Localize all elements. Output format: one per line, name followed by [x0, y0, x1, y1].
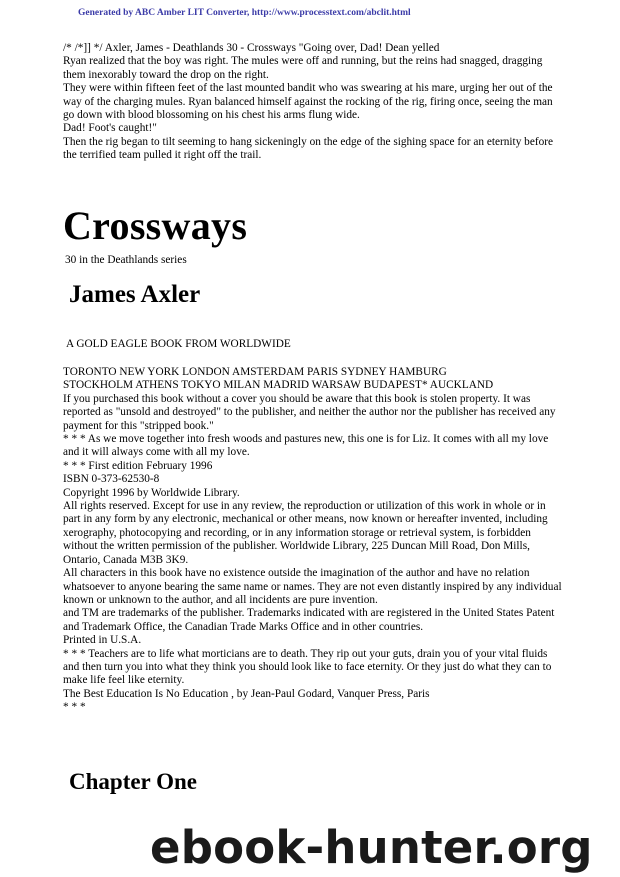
intro-paragraph: Dad! Foot's caught!" — [63, 122, 157, 135]
converter-header-link[interactable]: Generated by ABC Amber LIT Converter, http://www.processtext.com/abclit.html — [78, 8, 411, 18]
publisher-line: A GOLD EAGLE BOOK FROM WORLDWIDE — [66, 338, 291, 350]
front-matter-line: ISBN 0-373-62530-8 — [63, 473, 160, 486]
front-matter-line: Copyright 1996 by Worldwide Library. — [63, 486, 240, 499]
front-matter-line: The Best Education Is No Education , by Jean-Paul Godard, Vanquer Press, Paris — [63, 687, 430, 700]
front-matter-line: * * * Teachers are to life what morticians are to death. They rip out your guts, drain you of your vital fluids and then turn you into what they think you should look like to face eternity. Or they just do what they can to make life feel like eternity. — [63, 647, 552, 687]
front-matter-line: and TM are trademarks of the publisher. Trademarks indicated with are registered in the United States Patent and Trademark Office, the Canadian Trade Marks Office and in other countries. — [63, 607, 555, 633]
front-matter-line: Printed in U.S.A. — [63, 634, 142, 647]
series-subtitle: 30 in the Deathlands series — [65, 254, 187, 266]
intro-paragraph: Ryan realized that the boy was right. The mules were off and running, but the reins had snagged, dragging them inexorably toward the drop on the right. — [63, 55, 543, 81]
author-name: James Axler — [69, 281, 201, 308]
front-matter-line: All characters in this book have no existence outside the imagination of the author and have no relation whatsoever to anyone bearing the same name or names. They are not even distantly inspired by any individual known or unknown to the author, and all incidents are pure invention. — [63, 567, 562, 606]
front-matter-line: * * * As we move together into fresh woods and pastures new, this one is for Liz. It comes with all my love and it will always come with all my love. — [63, 433, 549, 459]
front-matter-line: TORONTO NEW YORK LONDON AMSTERDAM PARIS SYDNEY HAMBURG — [63, 366, 447, 378]
intro-excerpt — [63, 42, 563, 163]
front-matter — [63, 366, 563, 715]
front-matter-line: If you purchased this book without a cover you should be aware that this book is stolen property. It was reported as "unsold and destroyed" to the publisher, and neither the author nor the publisher has received any payment for this "stripped book." — [63, 392, 556, 432]
book-title: Crossways — [63, 203, 248, 248]
front-matter-line: STOCKHOLM ATHENS TOKYO MILAN MADRID WARSAW BUDAPEST* AUCKLAND — [63, 379, 494, 392]
intro-paragraph: They were within fifteen feet of the last mounted bandit who was swearing at his mare, urging her out of the way of the charging mules. Ryan balanced himself against the rocking of the rig, firing once, seeing the man go down with blood blossoming on his chest his arms flung wide. — [63, 82, 553, 122]
intro-paragraph: /* /*]] */ Axler, James - Deathlands 30 - Crossways "Going over, Dad! Dean yelled — [63, 42, 440, 54]
site-watermark: ebook-hunter.org — [150, 821, 593, 874]
intro-paragraph: Then the rig began to tilt seeming to hang sickeningly on the edge of the sighing space for an eternity before the terrified team pulled it right off the trail. — [63, 135, 554, 162]
front-matter-line: * * * First edition February 1996 — [63, 459, 213, 472]
chapter-heading: Chapter One — [69, 769, 197, 794]
front-matter-line: All rights reserved. Except for use in any review, the reproduction or utilization of this work in whole or in part in any form by any electronic, mechanical or other means, now known or hereafter invented, including xerography, photocopying and recording, or in any information storage or retrieval system, is forbidden without the written permission of the publisher. Worldwide Library, 225 Duncan Mill Road, Don Mills, Ontario, Canada M3B 3K9. — [63, 500, 548, 566]
front-matter-line: * * * — [63, 701, 86, 714]
